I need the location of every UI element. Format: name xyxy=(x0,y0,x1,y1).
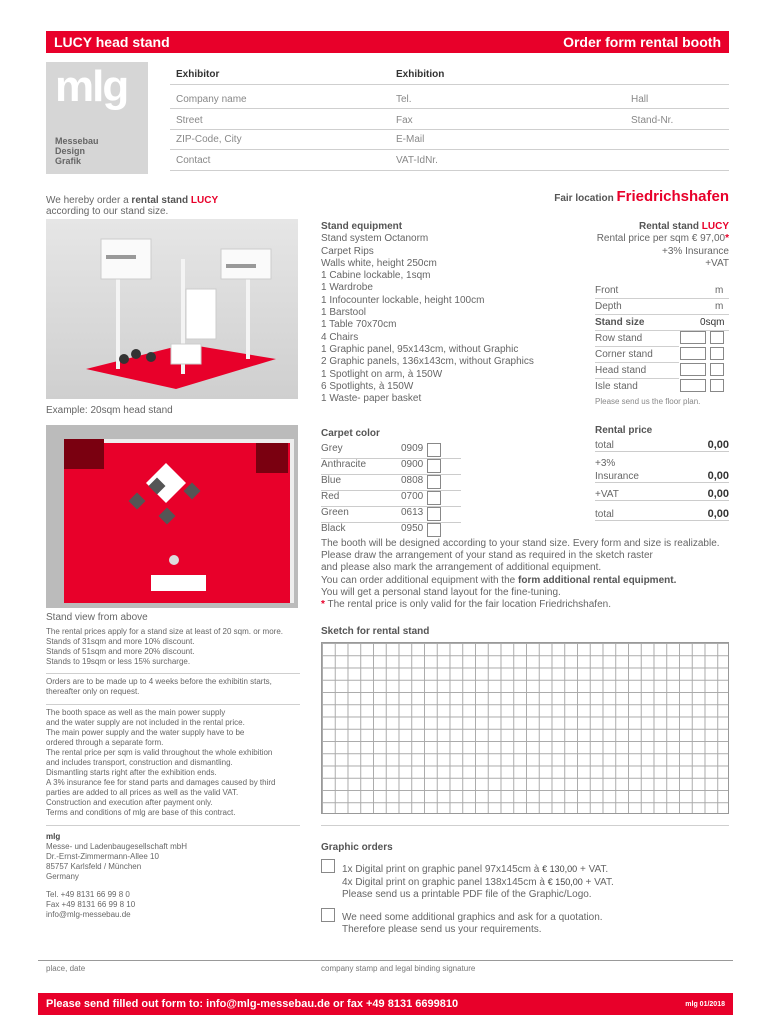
photo2-caption: Stand view from above xyxy=(46,612,148,623)
carpet-code: 0613 xyxy=(401,507,424,518)
fair-city: Friedrichshafen xyxy=(616,188,729,205)
stand-size-label: Stand size xyxy=(595,317,645,328)
price-label: +VAT xyxy=(595,489,619,500)
street-field[interactable]: Street xyxy=(176,115,203,126)
carpet-checkbox[interactable] xyxy=(427,491,441,505)
row-stand-checkbox-2[interactable] xyxy=(710,331,724,344)
terms-info xyxy=(46,708,306,818)
price-value: 0,00 xyxy=(707,470,729,482)
equipment-item: Carpet Rips xyxy=(321,245,374,257)
sketch-title: Sketch for rental stand xyxy=(321,626,430,637)
info-line: Dismantling starts right after the exhibition ends. xyxy=(46,768,217,777)
graphic-order-1 xyxy=(342,863,614,901)
zip-city-field[interactable]: ZIP-Code, City xyxy=(176,134,242,145)
info-line: The booth space as well as the main power supply xyxy=(46,708,226,717)
corner-stand-label: Corner stand xyxy=(595,349,653,360)
carpet-name: Black xyxy=(321,523,346,534)
front-label: Front xyxy=(595,285,619,296)
carpet-name: Green xyxy=(321,507,349,518)
price-label: Insurance xyxy=(595,471,639,482)
notes-section xyxy=(321,538,741,611)
carpet-checkbox[interactable] xyxy=(427,443,441,457)
note-line: Please draw the arrangement of your stand as required in the sketch raster xyxy=(321,550,653,562)
info-line: The rental prices apply for a stand size at least of 20 sqm. or more. xyxy=(46,627,283,636)
order-info xyxy=(46,677,306,697)
info-line: The main power supply and the water supply have to be xyxy=(46,728,245,737)
note-line: The rental price is only valid for the fair location Friedrichshafen. xyxy=(324,599,611,611)
divider xyxy=(170,149,729,150)
info-line: Stands of 31sqm and more 10% discount. xyxy=(46,637,195,646)
carpet-code: 0808 xyxy=(401,475,424,486)
divider xyxy=(595,314,729,315)
divider xyxy=(595,378,679,379)
depth-unit[interactable]: m xyxy=(715,301,724,312)
email-field[interactable]: E-Mail xyxy=(396,134,425,145)
equipment-item: 4 Chairs xyxy=(321,331,359,343)
rental-price: Rental price per sqm € 97,00 xyxy=(596,233,726,245)
logo-mark: mlg xyxy=(55,62,128,111)
graphic-order-2 xyxy=(342,912,603,936)
divider xyxy=(170,129,729,130)
size-unit: sqm xyxy=(705,317,725,328)
carpet-row xyxy=(321,523,461,539)
footer-text: Please send filled out form to: info@mlg-messebau.de or fax +49 8131 6699810 xyxy=(46,998,459,1010)
floorplan-note: Please send us the floor plan. xyxy=(595,397,701,406)
logo-line: Messebau xyxy=(55,136,99,146)
rental-star: * xyxy=(725,233,729,245)
price-label: total xyxy=(595,440,614,451)
rental-insurance: +3% Insurance xyxy=(662,245,729,257)
head-stand-checkbox[interactable] xyxy=(680,363,706,376)
info-line: parties are added to all prices as well as the valid VAT. xyxy=(46,788,239,797)
logo-line: Design xyxy=(55,146,86,156)
intro-brand: LUCY xyxy=(190,195,219,206)
carpet-name: Anthracite xyxy=(321,459,367,470)
corner-stand-checkbox[interactable] xyxy=(680,347,706,360)
footer-bar xyxy=(38,993,733,1015)
exhibitor-label: Exhibitor xyxy=(176,69,220,80)
signature-line xyxy=(38,960,733,961)
header-bar xyxy=(46,31,729,53)
fax-field[interactable]: Fax xyxy=(396,115,413,126)
company-email: info@mlg-messebau.de xyxy=(46,910,131,919)
divider xyxy=(46,704,300,705)
equipment-item: 1 Barstool xyxy=(321,307,367,319)
company-name: mlg xyxy=(46,832,61,841)
divider xyxy=(170,170,729,171)
spacer xyxy=(46,882,306,890)
vat-id-field[interactable]: VAT-IdNr. xyxy=(396,155,438,166)
price-title: Rental price xyxy=(595,425,653,436)
rental-vat: +VAT xyxy=(705,257,729,269)
size-value: 0 xyxy=(700,317,706,328)
address-line: Germany xyxy=(46,872,79,881)
equipment-item: 1 Table 70x70cm xyxy=(321,319,397,331)
equipment-item: 2 Graphic panels, 136x143cm, without Graphics xyxy=(321,356,534,368)
info-line: A 3% insurance fee for stand parts and damages caused by third xyxy=(46,778,276,787)
rental-brand: LUCY xyxy=(701,221,729,232)
carpet-name: Red xyxy=(321,491,340,502)
address-line: Messe- und Ladenbaugesellschaft mbH xyxy=(46,842,187,851)
info-line: Terms and conditions of mlg are base of this contract. xyxy=(46,808,236,817)
carpet-code: 0700 xyxy=(401,491,424,502)
company-address xyxy=(46,832,306,920)
carpet-checkbox[interactable] xyxy=(427,507,441,521)
top-view-illustration xyxy=(46,425,298,608)
note-line: and please also mark the arrangement of additional equipment. xyxy=(321,562,602,574)
order-price: € 150,00 xyxy=(547,877,583,887)
equipment-item: 1 Spotlight on arm, à 150W xyxy=(321,368,443,380)
carpet-title: Carpet color xyxy=(321,428,380,439)
logo-line: Grafik xyxy=(55,156,82,166)
rental-price-section xyxy=(595,425,729,521)
carpet-code: 0950 xyxy=(401,523,424,534)
price-row xyxy=(595,469,729,483)
stand-size-value xyxy=(700,317,724,328)
equipment-item: 1 Cabine lockable, 1sqm xyxy=(321,270,431,282)
exhibition-label: Exhibition xyxy=(396,69,445,80)
price-row xyxy=(595,483,729,501)
address-line: 85757 Karlsfeld / München xyxy=(46,862,142,871)
order-text: Please send us a printable PDF file of the Graphic/Logo. xyxy=(342,889,592,900)
intro-bold: rental stand xyxy=(131,195,189,206)
carpet-row xyxy=(321,459,461,475)
place-date-label[interactable]: place, date xyxy=(46,964,86,973)
stand-photo xyxy=(46,219,298,399)
info-line: thereafter only on request. xyxy=(46,687,140,696)
rental-title: Rental stand xyxy=(638,221,699,232)
order-price: € 130,00 xyxy=(542,864,578,874)
price-row xyxy=(595,436,729,452)
price-label: total xyxy=(595,509,614,520)
order-text: 4x Digital print on graphic panel 138x145cm à xyxy=(342,877,548,888)
divider xyxy=(170,108,729,109)
carpet-checkbox[interactable] xyxy=(427,459,441,473)
divider xyxy=(46,673,300,674)
intro-prefix: We hereby order a xyxy=(46,195,132,206)
equipment-title: Stand equipment xyxy=(321,221,403,232)
equipment-section xyxy=(321,221,581,405)
order-text: 1x Digital print on graphic panel 97x145cm à xyxy=(342,864,543,875)
note-line: You will get a personal stand layout for the fine-tuning. xyxy=(321,586,561,598)
intro-line2: according to our stand size. xyxy=(46,206,169,217)
carpet-name: Grey xyxy=(321,443,343,454)
equipment-item: Walls white, height 250cm xyxy=(321,257,437,269)
front-unit[interactable]: m xyxy=(715,285,724,296)
carpet-row xyxy=(321,507,461,523)
corner-stand-checkbox-2[interactable] xyxy=(710,347,724,360)
header-title-right: Order form rental booth xyxy=(563,34,721,50)
carpet-checkbox[interactable] xyxy=(427,523,441,537)
carpet-row xyxy=(321,475,461,491)
price-row xyxy=(595,501,729,521)
carpet-code: 0909 xyxy=(401,443,424,454)
note-line: The booth will be designed according to your stand size. Every form and size is realizable. xyxy=(321,538,720,549)
divider xyxy=(46,825,300,826)
equipment-item: 1 Waste- paper basket xyxy=(321,393,422,405)
footer-version: mlg 01/2018 xyxy=(685,1000,725,1008)
graphic-order-checkbox[interactable] xyxy=(321,859,335,873)
head-stand-label: Head stand xyxy=(595,365,647,376)
tel-field[interactable]: Tel. xyxy=(396,94,412,105)
note-line: You can order additional equipment with the xyxy=(321,574,518,586)
fair-location xyxy=(554,188,729,205)
stand-illustration xyxy=(46,219,298,399)
note-star: * xyxy=(321,599,325,611)
divider xyxy=(595,346,679,347)
price-value: 0,00 xyxy=(707,488,729,500)
order-text: Therefore please send us your requirements. xyxy=(342,924,542,935)
intro-text xyxy=(46,195,218,217)
isle-stand-label: Isle stand xyxy=(595,381,638,392)
contact-field[interactable]: Contact xyxy=(176,155,211,166)
photo1-caption: Example: 20sqm head stand xyxy=(46,405,173,416)
info-line: Stands of 51sqm and more 20% discount. xyxy=(46,647,195,656)
equipment-item: 1 Graphic panel, 95x143cm, without Graphic xyxy=(321,343,519,355)
row-stand-label: Row stand xyxy=(595,333,643,344)
info-line: Construction and execution after payment only. xyxy=(46,798,213,807)
carpet-checkbox[interactable] xyxy=(427,475,441,489)
company-tel: Tel. +49 8131 66 99 8 0 xyxy=(46,890,130,899)
company-name-field[interactable]: Company name xyxy=(176,94,247,105)
fair-label: Fair location xyxy=(554,193,614,204)
hall-field[interactable]: Hall xyxy=(631,94,649,105)
carpet-row xyxy=(321,491,461,507)
stand-top-view xyxy=(46,425,298,608)
row-stand-checkbox[interactable] xyxy=(680,331,706,344)
info-line: ordered through a separate form. xyxy=(46,738,164,747)
stand-nr-field[interactable]: Stand-Nr. xyxy=(631,115,674,126)
stamp-label[interactable]: company stamp and legal binding signature xyxy=(321,964,476,973)
company-fax: Fax +49 8131 66 99 8 10 xyxy=(46,900,136,909)
pricing-info xyxy=(46,627,306,667)
divider xyxy=(321,825,729,826)
equipment-item: 6 Spotlights, à 150W xyxy=(321,380,414,392)
header-title-left: LUCY head stand xyxy=(54,34,170,50)
carpet-name: Blue xyxy=(321,475,342,486)
logo-subtitle xyxy=(55,136,99,166)
order-text: + VAT. xyxy=(582,877,614,888)
isle-stand-checkbox-2[interactable] xyxy=(710,379,724,392)
price-value: 0,00 xyxy=(707,439,729,451)
info-line: Orders are to be made up to 4 weeks before the exhibitin starts, xyxy=(46,677,272,686)
head-stand-checkbox-2[interactable] xyxy=(710,363,724,376)
info-line: The rental price per sqm is valid throughout the whole exhibition xyxy=(46,748,273,757)
divider xyxy=(595,298,729,299)
equipment-item: Stand system Octanorm xyxy=(321,233,429,245)
address-line: Dr.-Ernst-Zimmermann-Allee 10 xyxy=(46,852,159,861)
sketch-grid[interactable] xyxy=(321,642,729,814)
carpet-row xyxy=(321,443,461,459)
depth-label: Depth xyxy=(595,301,622,312)
additional-equipment-link: form additional rental equipment. xyxy=(518,574,677,586)
divider xyxy=(595,362,679,363)
graphic-quote-checkbox[interactable] xyxy=(321,908,335,922)
equipment-item: 1 Wardrobe xyxy=(321,282,373,294)
carpet-list xyxy=(321,443,461,539)
isle-stand-checkbox[interactable] xyxy=(680,379,706,392)
info-line: and the water supply are not included in the rental price. xyxy=(46,718,245,727)
equipment-item: 1 Infocounter lockable, height 100cm xyxy=(321,294,485,306)
divider xyxy=(170,84,729,85)
price-value: 0,00 xyxy=(707,508,729,520)
info-line: and includes transport, construction and dismantling. xyxy=(46,758,233,767)
info-line: Stands to 19sqm or less 15% surcharge. xyxy=(46,657,191,666)
carpet-code: 0900 xyxy=(401,459,424,470)
price-label: +3% xyxy=(595,458,616,469)
rental-stand-section xyxy=(597,221,729,270)
graphic-title: Graphic orders xyxy=(321,842,393,853)
order-text: + VAT. xyxy=(577,864,609,875)
divider xyxy=(595,330,729,331)
order-text: We need some additional graphics and ask for a quotation. xyxy=(342,912,603,923)
